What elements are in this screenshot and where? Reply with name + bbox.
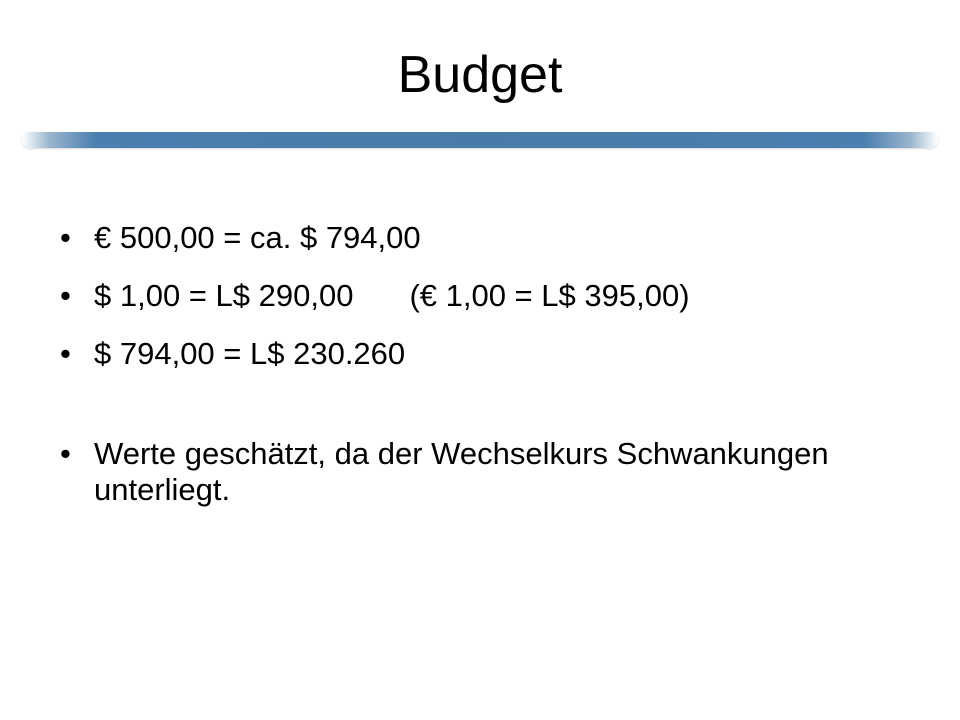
- bullet-dot-icon: •: [60, 278, 71, 313]
- bullet-list: [60, 220, 920, 530]
- bullet-text: € 500,00 = ca. $ 794,00: [94, 220, 421, 255]
- title-underline-bar: [22, 132, 938, 148]
- bullet-item-note: [60, 436, 920, 508]
- bullet-text: $ 794,00 = L$ 230.260: [94, 336, 406, 371]
- bullet-text: $ 1,00 = L$ 290,00: [94, 278, 354, 313]
- bullet-item-euro-to-dollar: [60, 220, 920, 256]
- bullet-dot-icon: •: [60, 436, 71, 471]
- bullet-item-total-linden: [60, 336, 920, 372]
- bullet-dot-icon: •: [60, 336, 71, 371]
- bullet-item-dollar-to-linden: [60, 278, 920, 314]
- bullet-text: Werte geschätzt, da der Wechselkurs Schwankungen unterliegt.: [94, 436, 829, 507]
- bullet-extra-text: (€ 1,00 = L$ 395,00): [409, 278, 690, 313]
- bullet-dot-icon: •: [60, 220, 71, 255]
- slide-title: Budget: [397, 46, 563, 104]
